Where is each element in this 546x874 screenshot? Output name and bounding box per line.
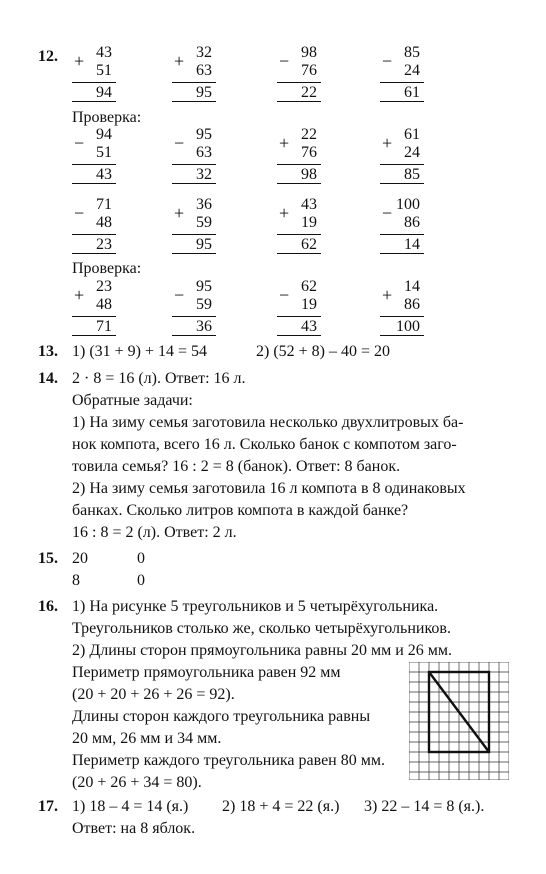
problem-16-line-9: (20 + 26 + 34 = 80). [72,774,202,791]
operand-top: 95 [196,126,212,143]
problem-13-number: 13. [38,343,58,360]
operand-bottom: 63 [196,62,212,79]
check-label-2: Проверка: [72,260,142,277]
operator-sign: + [382,133,393,153]
column-calculation [275,278,325,340]
result-underline [72,183,116,184]
column-calculation [170,278,220,340]
problem-16-line-4: Периметр прямоугольника равен 92 мм [72,664,341,681]
result: 36 [196,318,212,335]
result: 95 [196,84,212,101]
result: 94 [96,84,112,101]
result: 100 [396,318,420,335]
sum-line [380,82,424,83]
result-underline [277,335,321,336]
sum-line [277,316,321,317]
problem-14-line-1: 2 · 8 = 16 (л). Ответ: 16 л. [72,370,246,387]
operator-sign: + [74,51,85,71]
operator-sign: − [74,203,85,223]
operand-bottom: 19 [301,296,317,313]
operand-bottom: 59 [196,214,212,231]
problem-12-number: 12. [38,48,58,65]
result-underline [72,335,116,336]
problem-17-part-1: 1) 18 – 4 = 14 (я.) [72,798,189,815]
operator-sign: + [279,133,290,153]
result: 85 [404,166,420,183]
column-calculation [275,196,325,258]
result-underline [172,183,216,184]
operand-bottom: 48 [96,296,112,313]
operand-top: 22 [301,126,317,143]
column-calculation [70,44,120,106]
sum-line [277,164,321,165]
problem-14-line-7: банках. Сколько литров компота в каждой банке? [72,502,409,519]
result-underline [172,101,216,102]
sum-line [380,316,424,317]
operand-bottom: 24 [404,144,420,161]
operand-top: 43 [96,44,112,61]
check-label-1: Проверка: [72,109,142,126]
result-underline [380,335,424,336]
column-calculation [170,126,220,188]
operand-bottom: 48 [96,214,112,231]
problem-17-answer: Ответ: на 8 яблок. [72,820,196,837]
operand-bottom: 19 [301,214,317,231]
operator-sign: − [382,51,393,71]
result: 71 [96,318,112,335]
problem-14-line-3: 1) На зиму семья заготовила несколько двухлитровых ба- [72,414,464,431]
operand-top: 32 [196,44,212,61]
operand-top: 23 [96,278,112,295]
operand-bottom: 51 [96,62,112,79]
column-calculation [70,126,120,188]
result-underline [172,335,216,336]
operator-sign: + [382,285,393,305]
problem-16-line-8: Периметр каждого треугольника равен 80 мм. [72,752,385,769]
operand-top: 71 [96,196,112,213]
column-calculation [378,44,428,106]
column-calculation [378,196,428,258]
sum-line [72,316,116,317]
operator-sign: + [74,285,85,305]
operand-bottom: 76 [301,144,317,161]
result: 14 [404,236,420,253]
operator-sign: + [174,51,185,71]
sum-line [72,234,116,235]
problem-14-line-4: нок компота, всего 16 л. Сколько банок с компотом заго- [72,436,457,453]
problem-16-line-2: Треугольников столько же, сколько четырёхугольников. [72,620,451,637]
operator-sign: − [174,285,185,305]
operator-sign: − [74,133,85,153]
problem-14-line-8: 16 : 8 = 2 (л). Ответ: 2 л. [72,524,237,541]
operand-top: 98 [301,44,317,61]
column-calculation [275,44,325,106]
result-underline [172,253,216,254]
operand-top: 14 [404,278,420,295]
result-underline [380,183,424,184]
result: 98 [301,166,317,183]
problem-16-line-3: 2) Длины сторон прямоугольника равны 20 мм и 26 мм. [72,642,453,659]
column-calculation [70,278,120,340]
problem-15-value-c: 8 [72,572,80,589]
result-underline [72,253,116,254]
problem-16-line-6: Длины сторон каждого треугольника равны [72,708,371,725]
sum-line [172,234,216,235]
problem-16-line-1: 1) На рисунке 5 треугольников и 5 четырёхугольника. [72,598,439,615]
sum-line [72,82,116,83]
column-calculation [378,278,428,340]
problem-16-line-7: 20 мм, 26 мм и 34 мм. [72,730,222,747]
problem-15-value-d: 0 [137,572,145,589]
operator-sign: − [382,203,393,223]
sum-line [277,234,321,235]
column-calculation [378,126,428,188]
operator-sign: − [174,133,185,153]
result: 95 [196,236,212,253]
result-underline [72,101,116,102]
problem-16-line-5: (20 + 20 + 26 + 26 = 92). [72,686,235,703]
sum-line [380,234,424,235]
result: 32 [196,166,212,183]
problem-15-value-a: 20 [72,550,88,567]
sum-line [172,316,216,317]
operand-bottom: 24 [404,62,420,79]
operand-bottom: 86 [404,214,420,231]
sum-line [172,164,216,165]
operator-sign: − [279,51,290,71]
problem-13-part-1: 1) (31 + 9) + 14 = 54 [72,343,208,360]
operator-sign: + [279,203,290,223]
result: 23 [96,236,112,253]
problem-14-line-5: товила семья? 16 : 2 = 8 (банок). Ответ: 8 банок. [72,458,401,475]
operand-bottom: 63 [196,144,212,161]
result-underline [277,101,321,102]
grid-lines [409,662,509,780]
operand-top: 94 [96,126,112,143]
result: 61 [404,84,420,101]
operand-bottom: 51 [96,144,112,161]
column-calculation [275,126,325,188]
problem-16-number: 16. [38,598,58,615]
operator-sign: + [174,203,185,223]
operand-top: 85 [404,44,420,61]
problem-17-number: 17. [38,798,58,815]
result-underline [277,183,321,184]
result-underline [380,253,424,254]
operand-bottom: 76 [301,62,317,79]
operand-top: 100 [396,196,420,213]
operand-top: 43 [301,196,317,213]
result: 43 [301,318,317,335]
problem-14-line-2: Обратные задачи: [72,392,193,409]
sum-line [380,164,424,165]
operand-top: 61 [404,126,420,143]
column-calculation [170,196,220,258]
result-underline [277,253,321,254]
result: 22 [301,84,317,101]
result-underline [380,101,424,102]
sum-line [277,82,321,83]
problem-15-number: 15. [38,550,58,567]
result: 62 [301,236,317,253]
operator-sign: − [279,285,290,305]
grid-figure [409,662,509,780]
operand-top: 95 [196,278,212,295]
sum-line [172,82,216,83]
problem-13-part-2: 2) (52 + 8) – 40 = 20 [256,343,391,360]
column-calculation [70,196,120,258]
problem-15-value-b: 0 [137,550,145,567]
operand-top: 62 [301,278,317,295]
problem-14-line-6: 2) На зиму семья заготовила 16 л компота в 8 одинаковых [72,480,466,497]
sum-line [72,164,116,165]
column-calculation [170,44,220,106]
operand-bottom: 86 [404,296,420,313]
problem-17-part-3: 3) 22 – 14 = 8 (я.). [364,798,485,815]
problem-14-number: 14. [38,370,58,387]
problem-17-part-2: 2) 18 + 4 = 22 (я.) [222,798,340,815]
operand-top: 36 [196,196,212,213]
operand-bottom: 59 [196,296,212,313]
result: 43 [96,166,112,183]
